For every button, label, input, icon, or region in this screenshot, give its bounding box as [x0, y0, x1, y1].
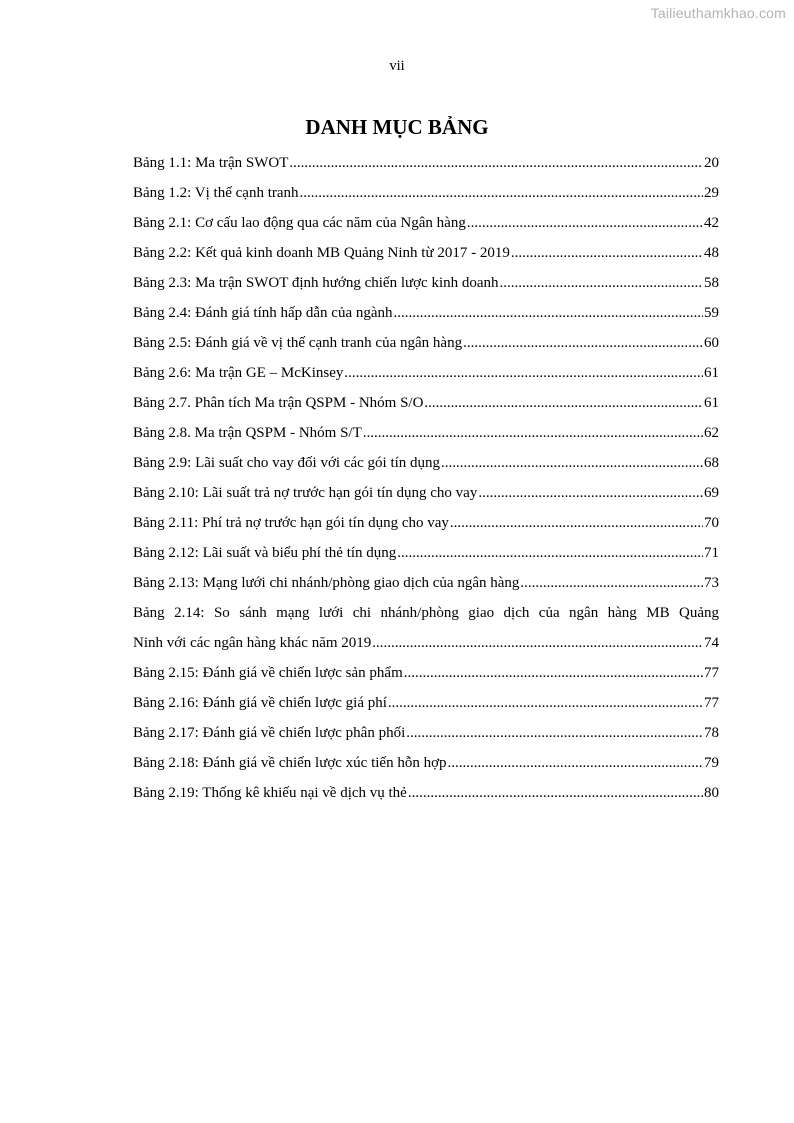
leader-dots — [372, 628, 703, 658]
toc-entry — [133, 208, 719, 238]
leader-dots — [397, 538, 703, 568]
toc-entry-page: 61 — [704, 365, 719, 381]
toc-entry-page: 80 — [704, 785, 719, 801]
toc-entry-page: 29 — [704, 185, 719, 201]
toc-entry-label: Bảng 2.2: Kết quả kinh doanh MB Quảng Ninh từ 2017 - 2019 — [133, 245, 510, 261]
toc-entry-label: Bảng 2.12: Lãi suất và biểu phí thẻ tín dụng — [133, 545, 397, 561]
toc-entry-label: Bảng 2.3: Ma trận SWOT định hướng chiến lược kinh doanh — [133, 275, 499, 291]
toc-entry-label: Bảng 2.13: Mạng lưới chi nhánh/phòng giao dịch của ngân hàng — [133, 575, 520, 591]
leader-dots — [511, 238, 703, 268]
toc-entry-page: 71 — [704, 545, 719, 561]
toc-entry-page: 77 — [704, 695, 719, 711]
toc-entry-label: Bảng 2.19: Thống kê khiếu nại về dịch vụ thẻ — [133, 785, 407, 801]
toc-entry-label: Bảng 2.11: Phí trả nợ trước hạn gói tín dụng cho vay — [133, 515, 449, 531]
toc-entry — [133, 568, 719, 598]
toc-entry — [133, 478, 719, 508]
toc-entry — [133, 418, 719, 448]
toc-entry — [133, 628, 719, 658]
toc-entry-page: 61 — [704, 395, 719, 411]
toc-entry-page: 48 — [704, 245, 719, 261]
toc-entry — [133, 718, 719, 748]
page-title: DANH MỤC BẢNG — [305, 115, 489, 139]
toc-entry-page: 68 — [704, 455, 719, 471]
leader-dots — [467, 208, 703, 238]
leader-dots — [500, 268, 703, 298]
toc-entry-label: Bảng 2.9: Lãi suất cho vay đối với các gói tín dụng — [133, 455, 441, 471]
leader-dots — [463, 328, 703, 358]
toc-entry-page: 62 — [704, 425, 719, 441]
leader-dots — [344, 358, 703, 388]
toc-entry — [133, 298, 719, 328]
leader-dots — [450, 508, 703, 538]
leader-dots — [404, 658, 703, 688]
toc-entry-page: 79 — [704, 755, 719, 771]
table-of-tables — [133, 148, 719, 808]
toc-entry-label: Bảng 2.6: Ma trận GE – McKinsey — [133, 365, 344, 381]
toc-entry-label: Bảng 2.1: Cơ cấu lao động qua các năm của Ngân hàng — [133, 215, 466, 231]
leader-dots — [300, 178, 703, 208]
toc-entry-page: 59 — [704, 305, 719, 321]
toc-entry — [133, 448, 719, 478]
page-number: vii — [389, 58, 405, 74]
toc-entry-page: 78 — [704, 725, 719, 741]
toc-entry — [133, 688, 719, 718]
toc-entry — [133, 328, 719, 358]
toc-entry-page: 77 — [704, 665, 719, 681]
toc-entry — [133, 358, 719, 388]
toc-entry — [133, 268, 719, 298]
toc-entry — [133, 538, 719, 568]
toc-entry-page: 73 — [704, 575, 719, 591]
toc-entry-label: Ninh với các ngân hàng khác năm 2019 — [133, 635, 372, 651]
toc-entry-label: Bảng 2.7. Phân tích Ma trận QSPM - Nhóm S/O — [133, 395, 424, 411]
toc-entry — [133, 388, 719, 418]
leader-dots — [448, 748, 703, 778]
toc-entry-label: Bảng 2.10: Lãi suất trả nợ trước hạn gói tín dụng cho vay — [133, 485, 478, 501]
toc-entry-label: Bảng 2.15: Đánh giá về chiến lược sản phẩm — [133, 665, 403, 681]
toc-entry — [133, 148, 719, 178]
toc-entry — [133, 508, 719, 538]
toc-entry-page: 70 — [704, 515, 719, 531]
leader-dots — [478, 478, 703, 508]
toc-entry-label: Bảng 2.8. Ma trận QSPM - Nhóm S/T — [133, 425, 362, 441]
watermark: Tailieuthamkhao.com — [650, 5, 786, 21]
toc-entry — [133, 238, 719, 268]
toc-entry-page: 74 — [704, 635, 719, 651]
toc-entry — [133, 658, 719, 688]
toc-entry-label: Bảng 1.1: Ma trận SWOT — [133, 155, 289, 171]
toc-entry — [133, 778, 719, 808]
leader-dots — [424, 388, 703, 418]
toc-entry-page: 58 — [704, 275, 719, 291]
leader-dots — [520, 568, 703, 598]
toc-entry-line1: Bảng 2.14: So sánh mạng lưới chi nhánh/phòng giao dịch của ngân hàng MB Quảng — [133, 605, 719, 621]
toc-entry-label: Bảng 2.18: Đánh giá về chiến lược xúc tiến hỗn hợp — [133, 755, 447, 771]
toc-entry-label: Bảng 1.2: Vị thế cạnh tranh — [133, 185, 299, 201]
leader-dots — [363, 418, 703, 448]
toc-entry — [133, 178, 719, 208]
leader-dots — [406, 718, 703, 748]
leader-dots — [394, 298, 703, 328]
toc-entry-label: Bảng 2.17: Đánh giá về chiến lược phân phối — [133, 725, 406, 741]
toc-entry-label: Bảng 2.4: Đánh giá tính hấp dẫn của ngành — [133, 305, 393, 321]
leader-dots — [441, 448, 703, 478]
leader-dots — [408, 778, 703, 808]
toc-entry-page: 69 — [704, 485, 719, 501]
toc-entry — [133, 748, 719, 778]
toc-entry-label: Bảng 2.16: Đánh giá về chiến lược giá phí — [133, 695, 387, 711]
toc-entry-label: Bảng 2.5: Đánh giá về vị thế cạnh tranh của ngân hàng — [133, 335, 463, 351]
toc-entry-page: 20 — [704, 155, 719, 171]
toc-entry-page: 60 — [704, 335, 719, 351]
toc-entry-page: 42 — [704, 215, 719, 231]
leader-dots — [289, 148, 703, 178]
leader-dots — [388, 688, 703, 718]
